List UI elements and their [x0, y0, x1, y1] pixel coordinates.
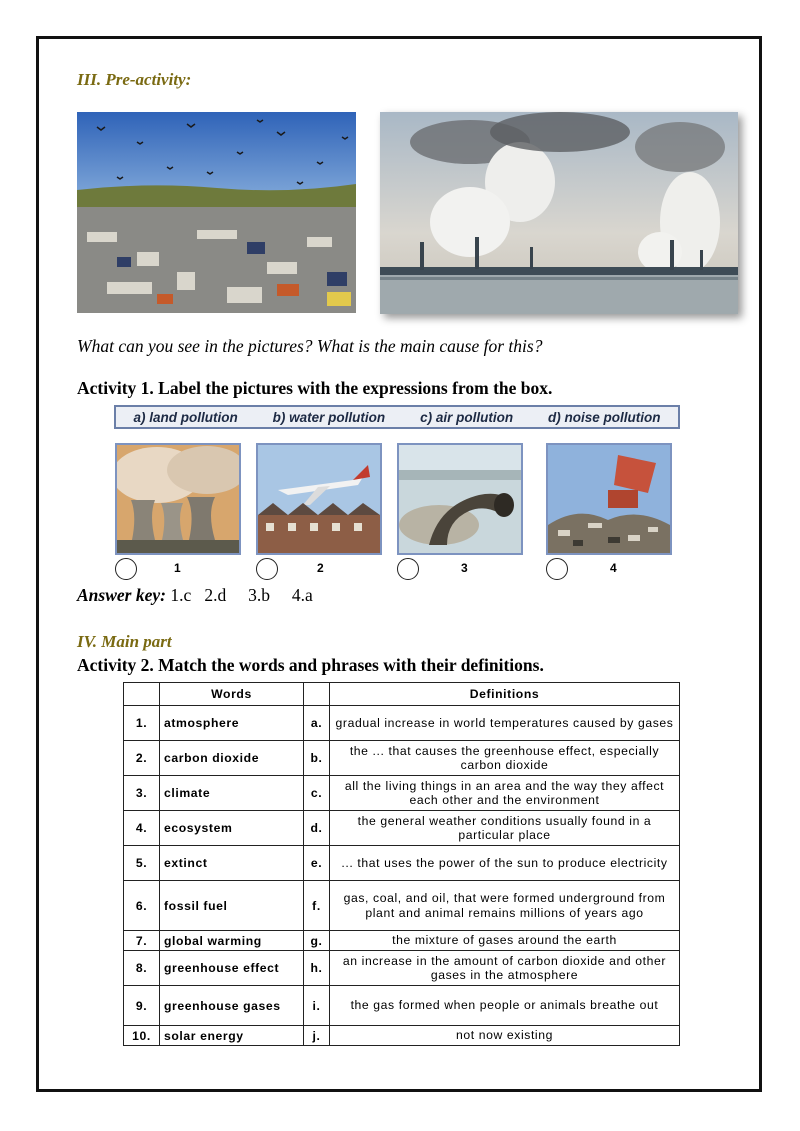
table-row	[124, 741, 680, 776]
row-number: 8.	[124, 951, 160, 986]
row-definition: gas, coal, and oil, that were formed underground from plant and animal remains millions of years ago	[330, 881, 680, 931]
table-row	[124, 986, 680, 1026]
row-word: climate	[160, 776, 304, 811]
row-word: greenhouse gases	[160, 986, 304, 1026]
row-letter: c.	[304, 776, 330, 811]
answer-circle-2[interactable]	[256, 558, 278, 580]
answer-circle-3[interactable]	[397, 558, 419, 580]
table-row	[124, 951, 680, 986]
row-word: greenhouse effect	[160, 951, 304, 986]
answer-key-label: Answer key:	[77, 585, 166, 605]
table-row	[124, 881, 680, 931]
row-definition: all the living things in an area and the way they affect each other and the environment	[330, 776, 680, 811]
table-row	[124, 811, 680, 846]
picture-1-cooling-towers	[115, 443, 241, 555]
row-definition: not now existing	[330, 1026, 680, 1046]
row-letter: b.	[304, 741, 330, 776]
expression-noise-pollution: d) noise pollution	[548, 409, 661, 425]
row-number: 4.	[124, 811, 160, 846]
row-letter: f.	[304, 881, 330, 931]
table-row	[124, 846, 680, 881]
row-number: 2.	[124, 741, 160, 776]
row-word: solar energy	[160, 1026, 304, 1046]
row-letter: g.	[304, 931, 330, 951]
row-definition: the ... that causes the greenhouse effect, especially carbon dioxide	[330, 741, 680, 776]
row-letter: i.	[304, 986, 330, 1026]
table-header-row	[124, 683, 680, 706]
factory-smoke-photo	[380, 112, 738, 314]
section-heading-main-part: IV. Main part	[77, 632, 172, 651]
answer-key-value: 1.c 2.d 3.b 4.a	[170, 585, 313, 605]
expression-water-pollution: b) water pollution	[272, 409, 386, 425]
row-number: 9.	[124, 986, 160, 1026]
expression-land-pollution: a) land pollution	[133, 409, 238, 425]
section-heading-pre-activity: III. Pre-activity:	[77, 70, 192, 89]
row-word: atmosphere	[160, 706, 304, 741]
discussion-question: What can you see in the pictures? What is the main cause for this?	[77, 336, 543, 356]
picture-number-1: 1	[174, 561, 181, 575]
definitions-header: Definitions	[330, 683, 680, 706]
row-letter: a.	[304, 706, 330, 741]
answer-circle-1[interactable]	[115, 558, 137, 580]
expression-box	[114, 405, 680, 429]
table-row	[124, 776, 680, 811]
row-definition: the gas formed when people or animals breathe out	[330, 986, 680, 1026]
row-number: 7.	[124, 931, 160, 951]
activity2-title: Activity 2. Match the words and phrases with their definitions.	[77, 655, 544, 675]
row-number: 3.	[124, 776, 160, 811]
row-definition: gradual increase in world temperatures caused by gases	[330, 706, 680, 741]
row-definition: an increase in the amount of carbon dioxide and other gases in the atmosphere	[330, 951, 680, 986]
row-word: ecosystem	[160, 811, 304, 846]
row-number: 10.	[124, 1026, 160, 1046]
answer-key	[77, 585, 313, 606]
answer-circle-4[interactable]	[546, 558, 568, 580]
row-word: carbon dioxide	[160, 741, 304, 776]
row-definition: ... that uses the power of the sun to produce electricity	[330, 846, 680, 881]
row-number: 1.	[124, 706, 160, 741]
row-word: extinct	[160, 846, 304, 881]
row-number: 5.	[124, 846, 160, 881]
picture-2-plane-over-houses	[256, 443, 382, 555]
landfill-photo	[77, 112, 356, 313]
row-letter: e.	[304, 846, 330, 881]
row-letter: h.	[304, 951, 330, 986]
row-word: fossil fuel	[160, 881, 304, 931]
picture-4-dump-truck	[546, 443, 672, 555]
row-word: global warming	[160, 931, 304, 951]
row-letter: j.	[304, 1026, 330, 1046]
row-definition: the general weather conditions usually found in a particular place	[330, 811, 680, 846]
picture-number-4: 4	[610, 561, 617, 575]
table-row	[124, 706, 680, 741]
matching-table	[123, 682, 680, 1046]
expression-air-pollution: c) air pollution	[420, 409, 514, 425]
picture-3-pipe-discharge	[397, 443, 523, 555]
table-row	[124, 1026, 680, 1046]
activity1-title: Activity 1. Label the pictures with the expressions from the box.	[77, 378, 553, 398]
row-definition: the mixture of gases around the earth	[330, 931, 680, 951]
words-header: Words	[160, 683, 304, 706]
picture-number-2: 2	[317, 561, 324, 575]
row-letter: d.	[304, 811, 330, 846]
row-number: 6.	[124, 881, 160, 931]
picture-number-3: 3	[461, 561, 468, 575]
table-row	[124, 931, 680, 951]
